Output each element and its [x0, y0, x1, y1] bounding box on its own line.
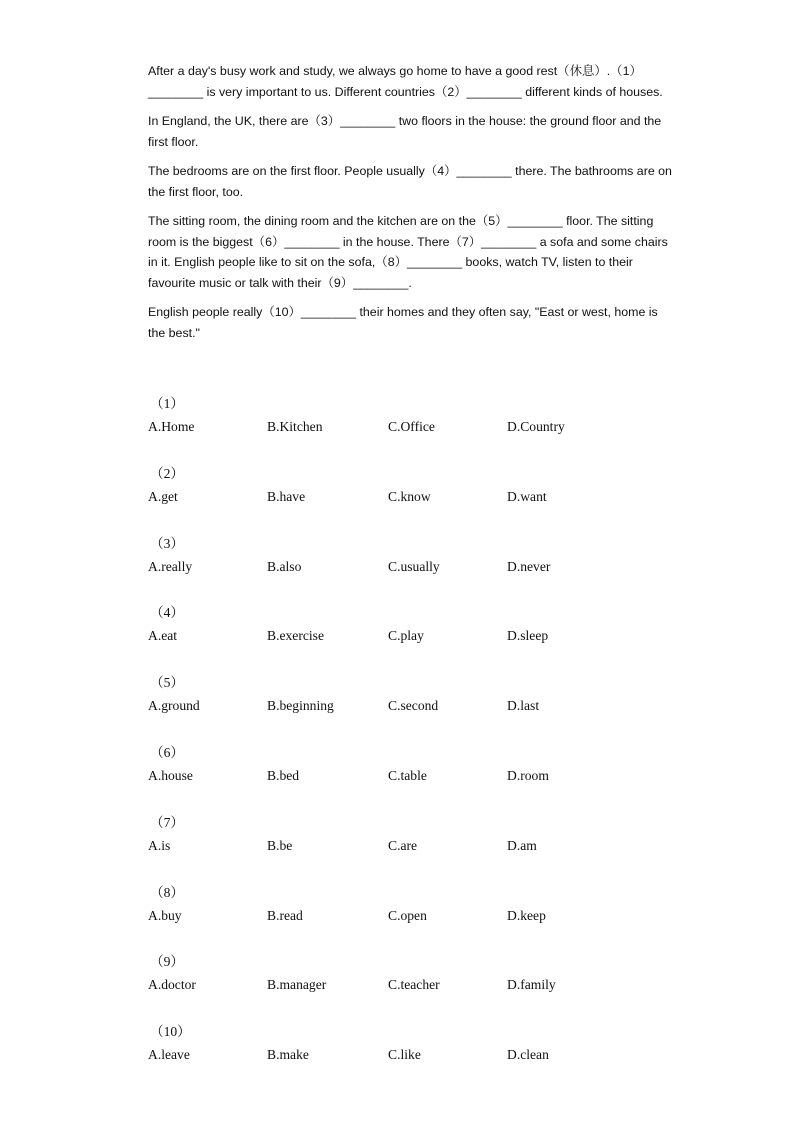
option-c[interactable]: C.table	[388, 767, 427, 783]
option-c[interactable]: C.Office	[388, 419, 435, 434]
option-a[interactable]: A.doctor	[148, 977, 196, 993]
question-number: （5）	[150, 675, 184, 691]
option-c[interactable]: C.are	[388, 837, 418, 853]
option-d[interactable]: D.clean	[507, 1047, 549, 1063]
option-d[interactable]: D.last	[507, 698, 540, 714]
option-b[interactable]: B.bed	[267, 767, 300, 783]
option-a[interactable]: A.Home	[148, 419, 195, 434]
question-3	[148, 535, 708, 605]
option-b[interactable]: B.exercise	[267, 628, 324, 644]
passage-paragraph-2: In England, the UK, there are（3）________ two floors in the house: the ground floor and the first floor.	[148, 114, 662, 149]
question-8	[148, 884, 708, 954]
question-number: （10）	[150, 1024, 191, 1040]
option-b[interactable]: B.be	[267, 837, 293, 853]
passage-paragraph-4: The sitting room, the dining room and the kitchen are on the（5）________ floor. The sitting room is the biggest（6）________ in the house. There（7）________ a sofa and some chairs in it. English people like to sit on the sofa,（8）________ books, watch TV, listen to their favourite music or talk with their（9）________.	[148, 214, 668, 291]
option-d[interactable]: D.want	[507, 488, 547, 504]
question-1	[148, 395, 708, 465]
option-c[interactable]: C.open	[388, 907, 427, 923]
option-a[interactable]: A.house	[148, 767, 193, 783]
passage-paragraph-5: English people really（10）________ their homes and they often say, "East or west, home is the best."	[148, 305, 658, 341]
option-a[interactable]: A.leave	[148, 1047, 190, 1063]
option-b[interactable]: B.make	[267, 1047, 309, 1063]
option-c[interactable]: C.know	[388, 488, 431, 504]
option-a[interactable]: A.get	[148, 488, 178, 504]
question-4	[148, 604, 708, 674]
passage-paragraph-3: The bedrooms are on the first floor. People usually（4）________ there. The bathrooms are on the first floor, too.	[148, 164, 672, 199]
option-b[interactable]: B.beginning	[267, 698, 334, 714]
option-a[interactable]: A.really	[148, 558, 193, 574]
option-d[interactable]: D.never	[507, 558, 551, 574]
question-number: （9）	[150, 954, 184, 970]
question-number: （3）	[150, 535, 184, 551]
option-b[interactable]: B.manager	[267, 977, 327, 993]
option-a[interactable]: A.is	[148, 837, 171, 853]
question-number: （2）	[150, 465, 184, 481]
option-d[interactable]: D.Country	[507, 419, 565, 434]
option-d[interactable]: D.room	[507, 767, 549, 783]
question-number: （6）	[150, 744, 184, 760]
question-2	[148, 465, 708, 535]
question-7	[148, 814, 708, 884]
question-number: （4）	[150, 605, 184, 621]
option-c[interactable]: C.second	[388, 698, 439, 714]
question-number: （7）	[150, 814, 184, 830]
option-d[interactable]: D.keep	[507, 907, 546, 923]
option-c[interactable]: C.usually	[388, 558, 440, 574]
option-b[interactable]: B.read	[267, 907, 303, 923]
option-d[interactable]: D.am	[507, 837, 537, 853]
passage-paragraph-1: After a day's busy work and study, we always go home to have a good rest（休息）.（1）________ is very important to us. Different countries（2）________ different kinds of houses.	[148, 64, 663, 99]
option-d[interactable]: D.sleep	[507, 628, 549, 644]
option-a[interactable]: A.ground	[148, 698, 200, 714]
option-c[interactable]: C.like	[388, 1047, 421, 1063]
question-5	[148, 674, 708, 744]
option-d[interactable]: D.family	[507, 977, 556, 993]
reading-passage	[148, 61, 673, 352]
option-c[interactable]: C.play	[388, 628, 424, 644]
option-a[interactable]: A.eat	[148, 628, 178, 644]
option-a[interactable]: A.buy	[148, 907, 182, 923]
option-b[interactable]: B.also	[267, 558, 302, 574]
question-list	[148, 395, 708, 1093]
question-6	[148, 744, 708, 814]
option-b[interactable]: B.have	[267, 488, 306, 504]
option-b[interactable]: B.Kitchen	[267, 419, 323, 434]
question-number: （8）	[150, 884, 184, 900]
option-c[interactable]: C.teacher	[388, 977, 440, 993]
question-9	[148, 953, 708, 1023]
question-number: （1）	[150, 396, 184, 411]
question-10	[148, 1023, 708, 1093]
